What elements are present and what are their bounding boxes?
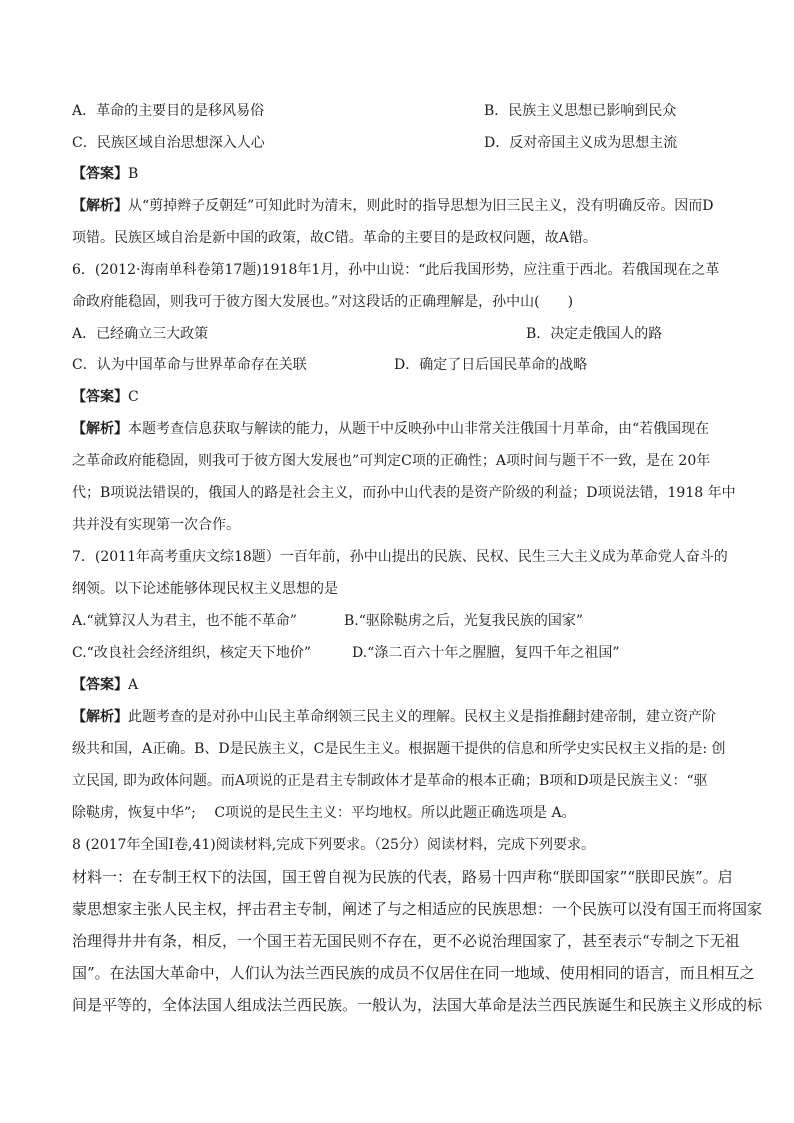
analysis-tag: 【解析】 [72,709,128,725]
q7-analysis-line-4: 除鞑虏，恢复中华”; C项说的是民生主义：平均地权。所以此题正确选项是 A。 [72,805,576,821]
q6-stem-line-1: 6．(2012·海南单科卷第17题)1918年1月，孙中山说：“此后我国形势，应注重于西北。若俄国现在之革 [72,262,720,278]
q6-analysis-line-4: 共并没有实现第一次合作。 [72,517,240,533]
q5-answer [72,164,138,184]
q6-option-c: C．认为中国革命与世界革命存在关联 [72,357,307,373]
q7-analysis-line-2: 级共和国，A正确。B、D是民族主义，C是民生主义。根据题干提供的信息和所学史实民权主义指的是: 创 [72,741,726,757]
q6-answer [72,387,139,407]
q5-option-d: D．反对帝国主义成为思想主流 [484,135,678,151]
q6-analysis-line-2: 之革命政府能稳固，则我可于彼方图大发展也”可判定C项的正确性；A项时间与题干不一致，是在 20年 [72,453,711,469]
q8-material-1-line-5: 间是平等的，全体法国人组成法兰西民族。一般认为，法国大革命是法兰西民族诞生和民族主义形成的标 [72,996,763,1014]
q7-analysis-line-1 [72,707,716,727]
q5-analysis-line-2: 项错。民族区域自治是新中国的政策，故C错。革命的主要目的是政权问题，故A错。 [72,230,597,246]
q7-option-c: C.“改良社会经济组织，核定天下地价” [72,645,311,661]
answer-tag: 【答案】 [72,166,128,182]
answer-tag: 【答案】 [72,389,128,405]
q5-option-c: C．民族区域自治思想深入人心 [72,135,265,151]
q7-option-b: B.“驱除鞑虏之后，光复我民族的国家” [344,613,584,629]
q6-stem-line-2: 命政府能稳固，则我可于彼方图大发展也。”对这段话的正确理解是，孙中山( ) [72,294,574,310]
analysis-text: 从“剪掉辫子反朝廷”可知此时为清末，则此时的指导思想为旧三民主义，没有明确反帝。因而D [128,198,714,214]
q6-option-d: D．确定了日后国民革命的战略 [394,357,588,373]
answer-tag: 【答案】 [72,677,128,693]
q6-analysis-line-3: 代；B项说法错误的，俄国人的路是社会主义，而孙中山代表的是资产阶级的利益；D项说法错，1918 年中 [72,485,736,501]
answer-value: A [128,677,139,693]
q7-option-a: A.“就算汉人为君主，也不能不革命” [72,613,297,629]
q5-analysis-line-1 [72,196,714,216]
q8-material-1-line-1: 材料一：在专制王权下的法国，国王曾自视为民族的代表，路易十四声称“朕即国家”“朕即民族”。启 [72,868,733,886]
q8-material-1-line-2: 蒙思想家主张人民主权，抨击君主专制，阐述了与之相适应的民族思想：一个民族可以没有国王而将国家 [72,900,763,918]
q5-option-b: B．民族主义思想已影响到民众 [484,103,677,119]
answer-value: B [128,166,139,182]
q5-option-a: A．革命的主要目的是移风易俗 [72,103,265,119]
q6-option-b: B．决定走俄国人的路 [526,326,663,342]
analysis-text: 此题考查的是对孙中山民主革命纲领三民主义的理解。民权主义是指推翻封建帝制，建立资产阶 [128,709,716,725]
q7-option-d: D.“涤二百六十年之腥膻，复四千年之祖国” [352,645,620,661]
q8-material-1-line-3: 治理得井井有条，相反，一个国王若无国民则不存在，更不必说治理国家了，甚至表示“专制之下无祖 [72,932,740,950]
analysis-tag: 【解析】 [72,421,128,437]
q6-analysis-line-1 [72,419,709,439]
q8-material-1-line-4: 国”。在法国大革命中，人们认为法兰西民族的成员不仅居住在同一地域、使用相同的语言，而且相互之 [72,964,755,982]
q7-stem-line-2: 纲领。以下论述能够体现民权主义思想的是 [72,581,338,597]
q6-option-a: A．已经确立三大政策 [72,326,209,342]
analysis-text: 本题考查信息获取与解读的能力，从题干中反映孙中山非常关注俄国十月革命，由“若俄国现在 [128,421,710,437]
q8-stem: 8 (2017年全国Ⅰ卷,41)阅读材料,完成下列要求。（25分）阅读材料，完成下列要求。 [72,837,595,853]
analysis-tag: 【解析】 [72,198,128,214]
q7-answer [72,675,138,695]
answer-value: C [128,389,139,405]
q7-analysis-line-3: 立民国, 即为政体问题。而A项说的正是君主专制政体才是革命的根本正确；B项和D项是民族主义：“驱 [72,773,708,789]
q7-stem-line-1: 7．(2011年高考重庆文综18题）一百年前，孙中山提出的民族、民权、民生三大主义成为革命党人奋斗的 [72,549,728,565]
